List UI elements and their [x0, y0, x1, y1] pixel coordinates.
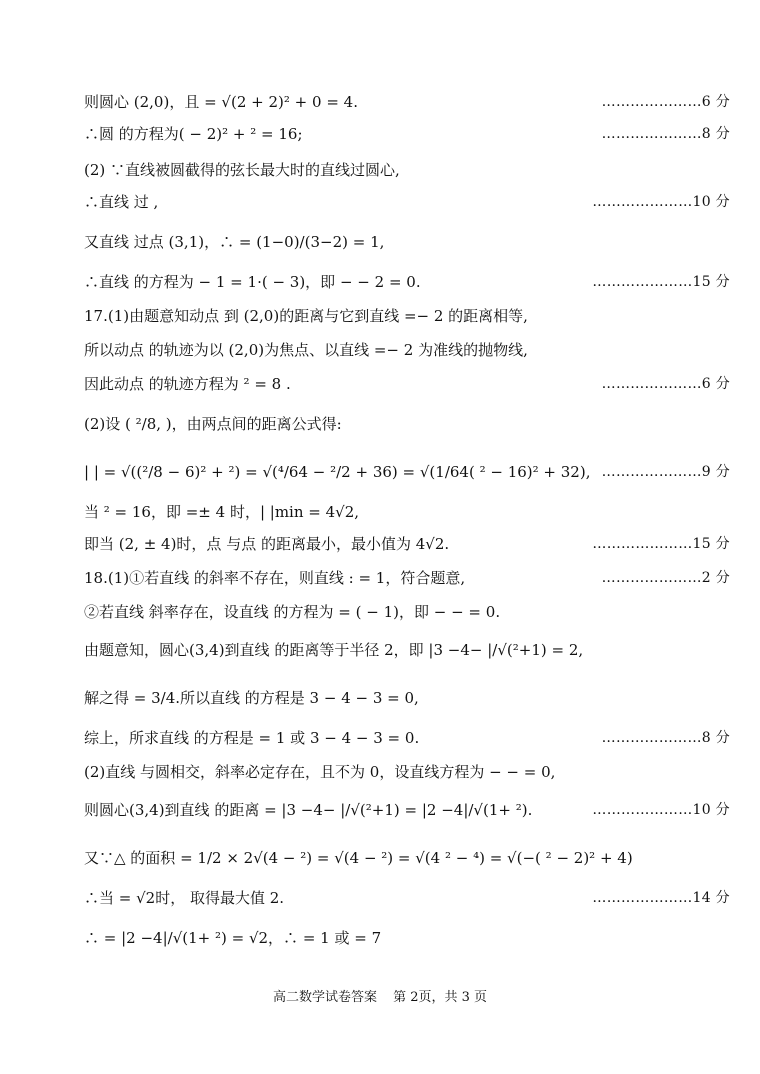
line-text: ∴直线 的方程为 − 1 = 1·( − 3)，即 − − 2 = 0.	[84, 273, 421, 291]
line-text: ∴圆 的方程为( − 2)² + ² = 16;	[84, 125, 303, 143]
score-mark: …………………8 分	[601, 730, 730, 746]
line-text: 由题意知，圆心(3,4)到直线 的距离等于半径 2，即 |3 −4− |/√(²+1) = 2,	[84, 641, 584, 659]
score-mark: …………………2 分	[601, 570, 730, 586]
page-footer	[0, 986, 760, 1005]
line-text: ∴当 = √2时， 取得最大值 2.	[84, 889, 285, 907]
line-text: 又直线 过点 (3,1)，∴ = (1−0)/(3−2) = 1,	[84, 233, 385, 251]
line-text: 18.(1)①若直线 的斜率不存在，则直线 : = 1，符合题意,	[84, 569, 466, 587]
line-text: (2)设 ( ²/8, )，由两点间的距离公式得:	[84, 415, 342, 433]
score-mark: …………………15 分	[592, 536, 730, 552]
line-text: 综上，所求直线 的方程是 = 1 或 3 − 4 − 3 = 0.	[84, 729, 420, 747]
line-text: 则圆心 (2,0)，且 = √(2 + 2)² + 0 = 4.	[84, 93, 358, 111]
line-text: ②若直线 斜率存在，设直线 的方程为 = ( − 1)，即 − − = 0.	[84, 603, 501, 621]
line-text: ∴ = |2 −4|/√(1+ ²) = √2，∴ = 1 或 = 7	[84, 929, 382, 947]
score-mark: …………………10 分	[592, 802, 730, 818]
score-mark: …………………6 分	[601, 376, 730, 392]
line-text: 17.(1)由题意知动点 到 (2,0)的距离与它到直线 =− 2 的距离相等,	[84, 307, 528, 325]
score-mark: …………………8 分	[601, 126, 730, 142]
score-mark: …………………15 分	[592, 274, 730, 290]
score-mark: …………………10 分	[592, 194, 730, 210]
line-text: (2)直线 与圆相交，斜率必定存在，且不为 0，设直线方程为 − − = 0,	[84, 763, 556, 781]
footer-title: 高二数学试卷答案	[272, 990, 377, 1005]
line-text: 即当 (2, ± 4)时，点 与点 的距离最小，最小值为 4√2.	[84, 535, 450, 553]
footer-page-number: 第 2页，共 3 页	[393, 990, 488, 1005]
line-text: 当 ² = 16，即 =± 4 时，| |min = 4√2,	[84, 503, 360, 521]
score-mark: …………………6 分	[601, 94, 730, 110]
line-text: 又∵△ 的面积 = 1/2 × 2√(4 − ²) = √(4 − ²) = √(4 ² − ⁴) = √(−( ² − 2)² + 4)	[84, 849, 633, 867]
line-text: | | = √((²/8 − 6)² + ²) = √(⁴/64 − ²/2 + 36) = √(1/64( ² − 16)² + 32),	[84, 463, 591, 481]
line-text: 则圆心(3,4)到直线 的距离 = |3 −4− |/√(²+1) = |2 −4|/√(1+ ²).	[84, 801, 533, 819]
score-mark: …………………9 分	[601, 464, 730, 480]
score-mark: …………………14 分	[592, 890, 730, 906]
line-text: ∴直线 过 ,	[84, 193, 159, 211]
line-text: 因此动点 的轨迹方程为 ² = 8 .	[84, 375, 291, 393]
line-text: 解之得 = 3/4.所以直线 的方程是 3 − 4 − 3 = 0,	[84, 689, 419, 707]
line-text: (2) ∵直线被圆截得的弦长最大时的直线过圆心,	[84, 161, 400, 179]
line-text: 所以动点 的轨迹为以 (2,0)为焦点、以直线 =− 2 为准线的抛物线,	[84, 341, 528, 359]
